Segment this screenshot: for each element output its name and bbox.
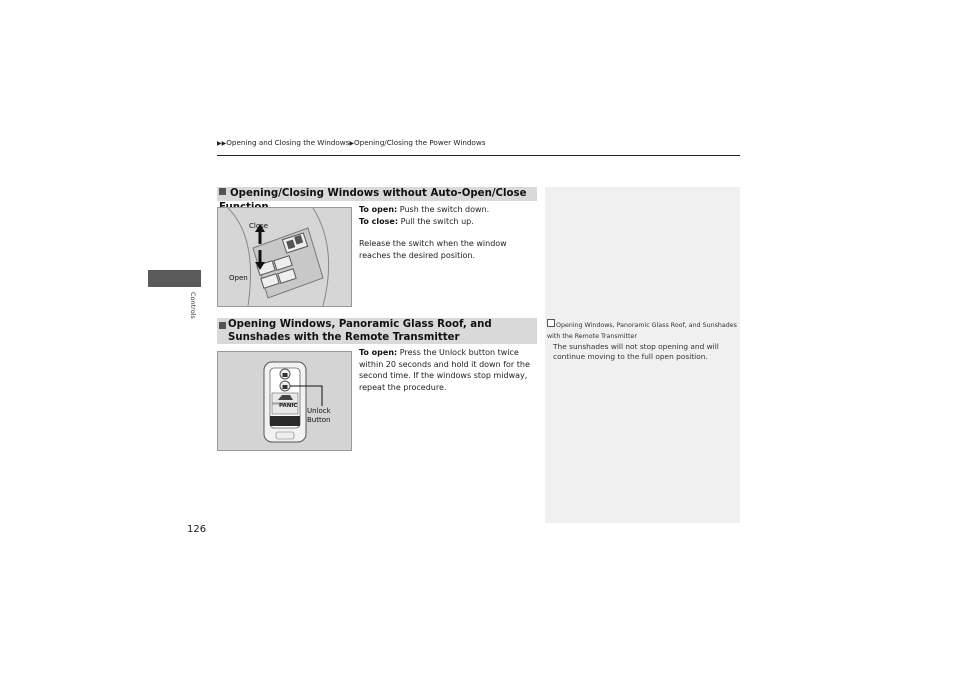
chapter-tab[interactable] <box>148 270 201 287</box>
to-close-text: Pull the switch up. <box>400 216 474 226</box>
to-open-label: To open: <box>359 205 398 214</box>
to-open-label: To open: <box>359 348 398 357</box>
chapter-label: Controls <box>189 292 197 319</box>
header-rule <box>217 155 740 156</box>
section-title: Opening/Closing Windows without Auto-Open/Close <box>230 188 527 199</box>
section-heading <box>217 318 537 344</box>
unlock-button-callout: Unlock Button <box>307 407 331 424</box>
square-bullet-icon <box>219 188 226 195</box>
remote-transmitter-illustration <box>217 351 352 451</box>
note-icon <box>547 319 555 327</box>
panic-button-label: PANIC <box>279 403 298 409</box>
square-bullet-icon <box>219 322 226 329</box>
note-title <box>547 319 737 342</box>
release-text: Release the switch when the window reaches the desired position. <box>359 239 507 260</box>
section-heading <box>217 187 537 201</box>
section2-text <box>359 347 539 393</box>
to-open-text: Push the switch down. <box>399 205 490 214</box>
breadcrumb-item[interactable]: Opening and Closing the Windows <box>226 138 350 147</box>
breadcrumb-item[interactable]: Opening/Closing the Power Windows <box>353 138 486 147</box>
note-title-text: Opening Windows, Panoramic Glass Roof, and Sunshades with the Remote Transmitter <box>547 322 737 340</box>
to-open-text: Press the Unlock button twice within 20 seconds and hold it down for the second time. If the windows stop midway, repeat the procedure. <box>359 348 530 392</box>
note-body: The sunshades will not stop opening and will continue moving to the full open position. <box>553 342 719 361</box>
window-switch-drawing <box>218 208 351 306</box>
to-close-label: To close: <box>359 216 399 226</box>
section-title: Opening Windows, Panoramic Glass Roof, and Sunshades with the Remote Transmitter <box>228 319 492 343</box>
close-label: Close <box>249 222 269 230</box>
double-arrow-icon: ▶▶ <box>217 140 227 147</box>
remote-drawing <box>218 352 351 450</box>
arrow-icon: ▶ <box>349 140 354 147</box>
section1-text <box>359 204 539 261</box>
page-number: 126 <box>187 524 207 535</box>
window-switch-illustration <box>217 207 352 307</box>
open-label: Open <box>229 274 248 282</box>
breadcrumb <box>217 138 485 147</box>
